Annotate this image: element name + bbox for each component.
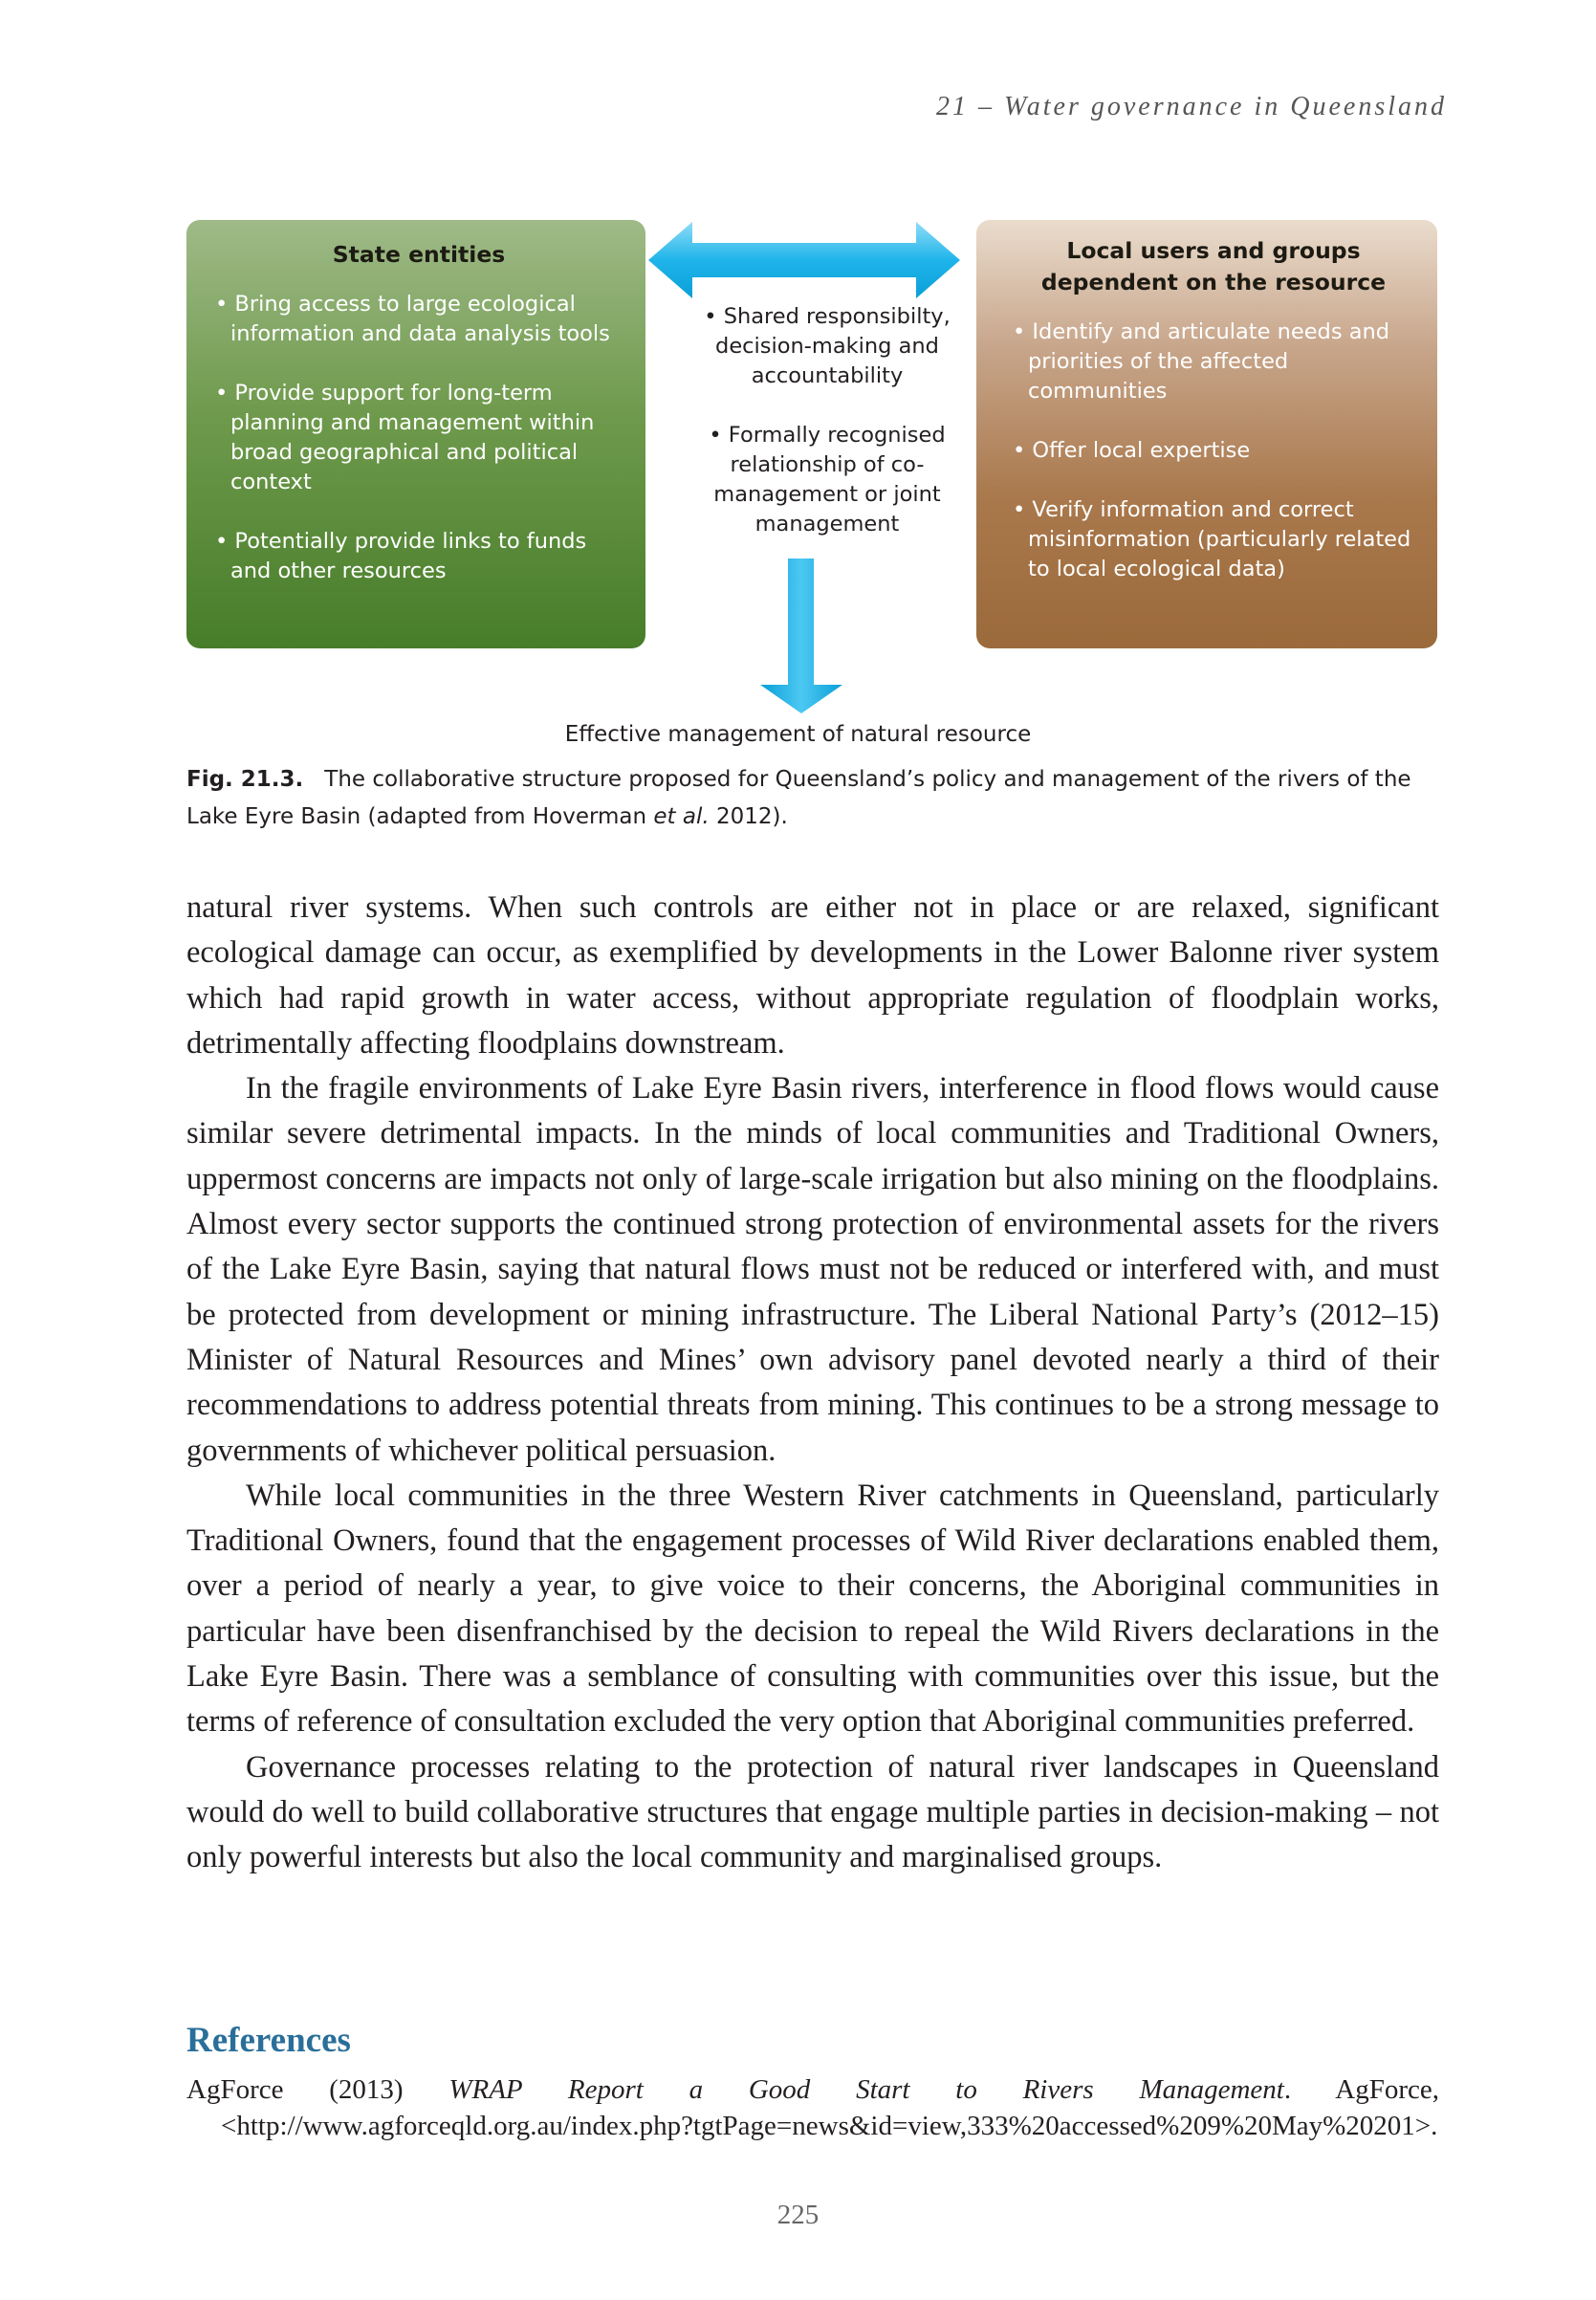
down-arrow-icon bbox=[760, 559, 842, 713]
caption-text-before: The collaborative structure proposed for Queensland’s policy and management of the rivers of the Lake Eyre Basin (adapted from Hoverman bbox=[186, 767, 1411, 829]
mid-bullet-1: • Shared responsibilty, decision-making and accountability bbox=[704, 304, 951, 388]
reference-rest: . AgForce, <http://www.agforceqld.org.au/index.php?tgtPage=news&id=view,333%20accessed%209%20May%20201>. bbox=[221, 2074, 1440, 2141]
running-head: 21 – Water governance in Queensland bbox=[936, 92, 1447, 121]
reference-author-year: AgForce (2013) bbox=[186, 2074, 449, 2105]
references-heading: References bbox=[186, 2021, 351, 2060]
paragraph-1: natural river systems. When such controls are either not in place or are relaxed, significant ecological damage can occur, as exemplified by developments in the Lower Balonne river system which had rapid growth in water access, without appropriate regulation of floodplain works, detrimentally affecting floodplains downstream. bbox=[186, 890, 1439, 1061]
local-bullet-3: • Verify information and correct misinformation (particularly related to local ecological data) bbox=[1013, 497, 1411, 581]
figure-caption bbox=[186, 761, 1439, 836]
page-number: 225 bbox=[776, 2200, 820, 2230]
local-bullet-2: • Offer local expertise bbox=[1013, 438, 1251, 463]
mid-bullet-2: • Formally recognised relationship of co-management or joint management bbox=[709, 423, 946, 537]
paragraph-4: Governance processes relating to the protection of natural river landscapes in Queensland would do well to build collaborative structures that engage multiple parties in decision-making – not only powerful interests but also the local community and marginalised groups. bbox=[186, 1749, 1439, 1875]
caption-etal: et al. bbox=[653, 804, 710, 829]
shared-responsibility-text bbox=[684, 302, 971, 569]
local-bullet-1: • Identify and articulate needs and priorities of the affected communities bbox=[1013, 319, 1390, 404]
state-entities-box bbox=[186, 220, 645, 648]
reference-agforce bbox=[186, 2071, 1439, 2144]
reference-title: WRAP Report a Good Start to Rivers Management bbox=[448, 2074, 1284, 2105]
body-text bbox=[186, 886, 1439, 1881]
local-users-box bbox=[976, 220, 1437, 648]
state-bullet-2: • Provide support for long-term planning and management within broad geographical and political context bbox=[215, 381, 595, 494]
caption-number: Fig. 21.3. bbox=[186, 767, 304, 792]
state-bullet-3: • Potentially provide links to funds and other resources bbox=[215, 529, 587, 583]
double-arrow-icon bbox=[648, 222, 960, 298]
effective-management-label: Effective management of natural resource bbox=[564, 722, 1032, 747]
paragraph-3: While local communities in the three Western River catchments in Queensland, particularly Traditional Owners, found that the engagement processes of Wild River declarations enabled them, over a period of nearly a year, to give voice to their concerns, the Aboriginal communities in particular have been disenfranchised by the decision to repeal the Wild Rivers declarations in the Lake Eyre Basin. There was a semblance of consulting with communities over this issue, but the terms of reference of consultation excluded the very option that Aboriginal communities preferred. bbox=[186, 1478, 1439, 1740]
state-bullet-1: • Bring access to large ecological information and data analysis tools bbox=[215, 292, 610, 346]
paragraph-2: In the fragile environments of Lake Eyre Basin rivers, interference in flood flows would cause similar severe detrimental impacts. In the minds of local communities and Traditional Owners, uppermost concerns are impacts not only of large-scale irrigation but also mining on the floodplains. Almost every sector supports the continued strong protection of environmental assets for the rivers of the Lake Eyre Basin, saying that natural flows must not be reduced or interfered with, and must be protected from development or mining infrastructure. The Liberal National Party’s (2012–15) Minister of Natural Resources and Mines’ own advisory panel devoted nearly a third of their recommendations to address potential threats from mining. This continues to be a strong message to governments of whichever political persuasion. bbox=[186, 1071, 1439, 1468]
local-users-title: Local users and groups dependent on the resource bbox=[1040, 237, 1387, 296]
figure-collaborative-structure bbox=[0, 0, 1596, 861]
caption-text-after: 2012). bbox=[709, 804, 788, 829]
state-entities-title: State entities bbox=[332, 241, 506, 268]
